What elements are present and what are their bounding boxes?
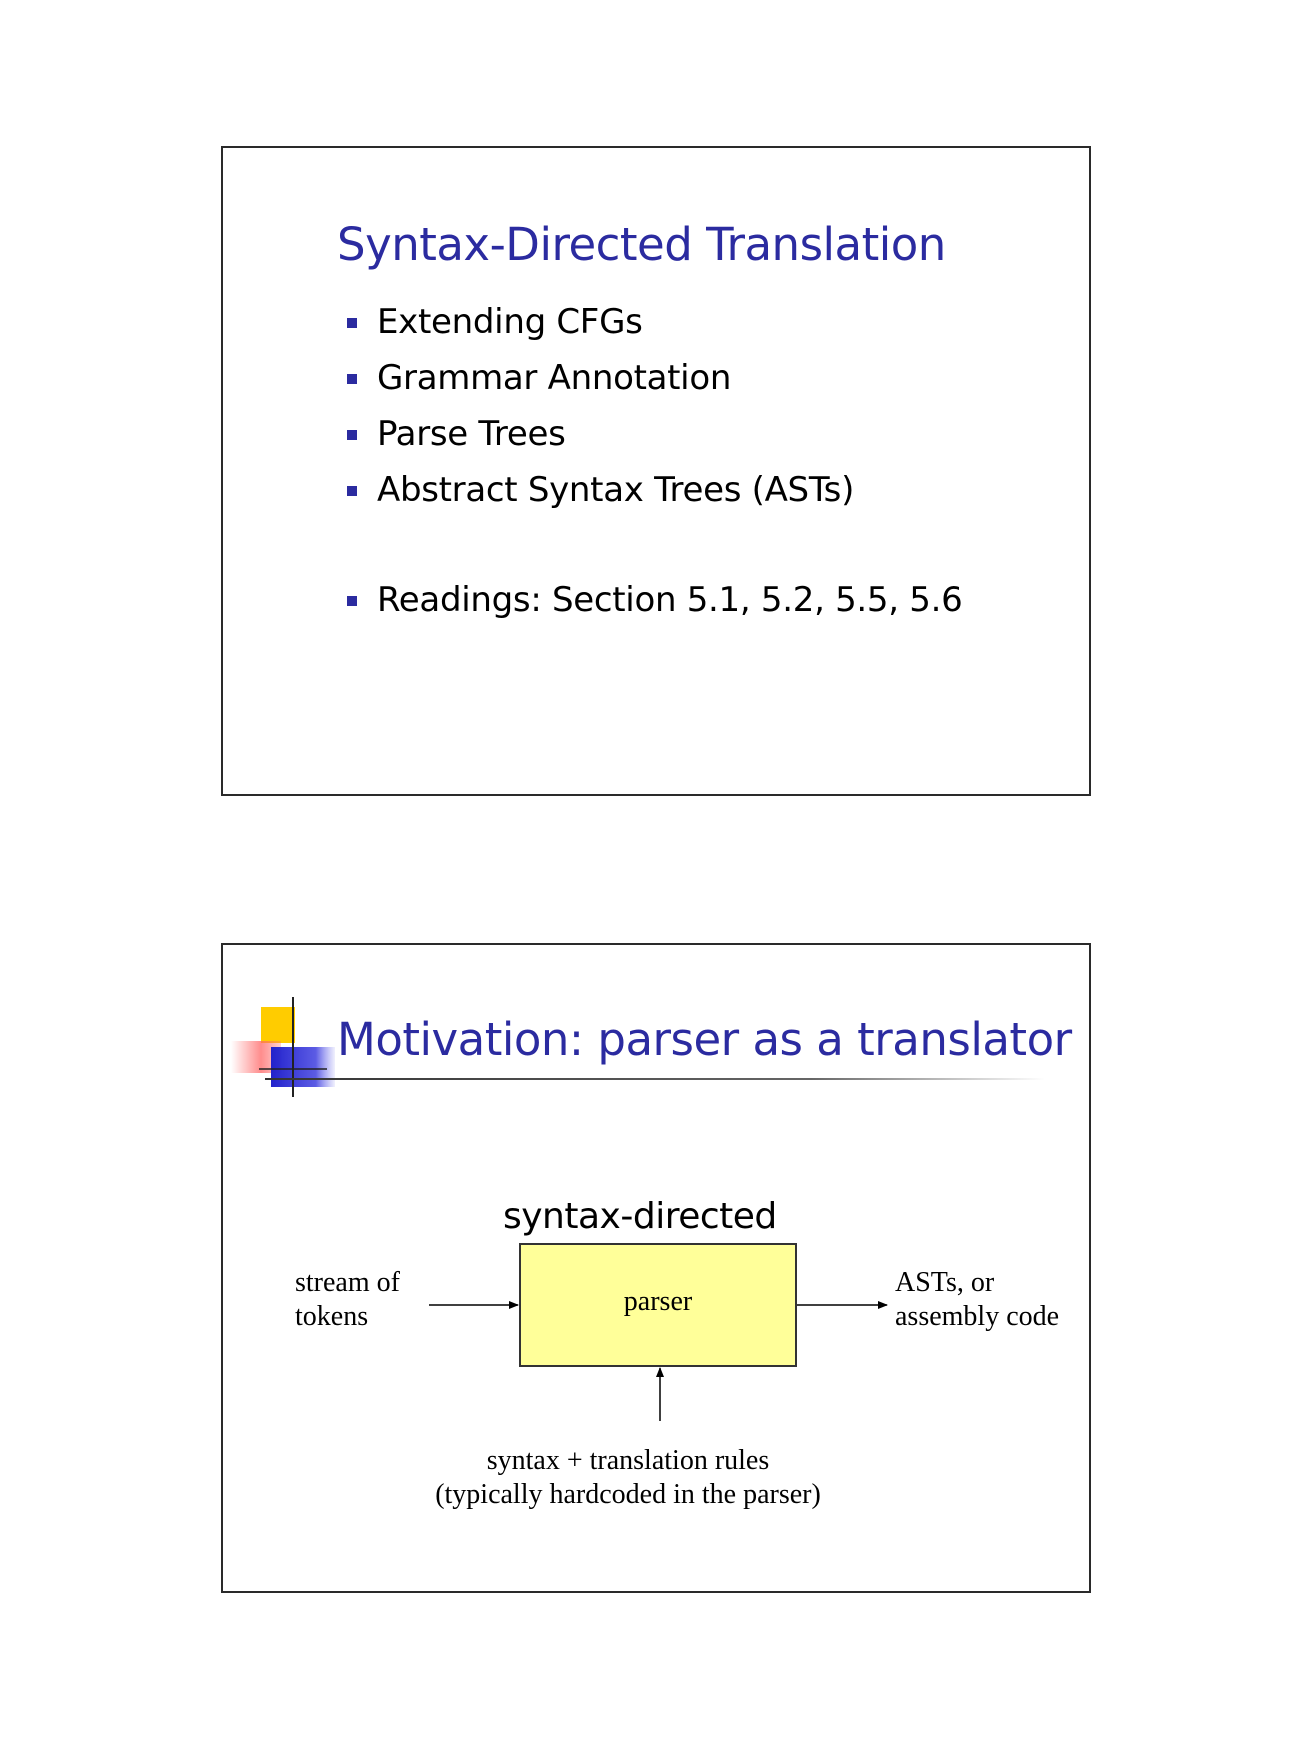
square-bullet-icon bbox=[347, 374, 357, 384]
square-bullet-icon bbox=[347, 486, 357, 496]
slide-2-title: Motivation: parser as a translator bbox=[337, 1013, 1072, 1066]
rules-label: syntax + translation rules (typically hardcoded in the parser) bbox=[435, 1445, 821, 1510]
bullet-item: Abstract Syntax Trees (ASTs) bbox=[347, 462, 962, 518]
bullet-item: Parse Trees bbox=[347, 406, 962, 462]
parser-label: parser bbox=[623, 1286, 693, 1317]
square-bullet-icon bbox=[347, 596, 357, 606]
bullet-item: Extending CFGs bbox=[347, 294, 962, 350]
square-bullet-icon bbox=[347, 318, 357, 328]
slide-1-title: Syntax-Directed Translation bbox=[337, 218, 946, 271]
input-label: stream of tokens bbox=[295, 1267, 400, 1332]
square-bullet-icon bbox=[347, 430, 357, 440]
output-label: ASTs, or assembly code bbox=[895, 1267, 1060, 1332]
box-caption: syntax-directed bbox=[503, 1196, 777, 1237]
bullet-item: Grammar Annotation bbox=[347, 350, 962, 406]
bullet-list bbox=[347, 294, 962, 628]
slide-2 bbox=[221, 943, 1091, 1593]
slide-1 bbox=[221, 146, 1091, 796]
bullet-item-readings: Readings: Section 5.1, 5.2, 5.5, 5.6 bbox=[347, 572, 962, 628]
diagram-arrows bbox=[223, 945, 1093, 1595]
